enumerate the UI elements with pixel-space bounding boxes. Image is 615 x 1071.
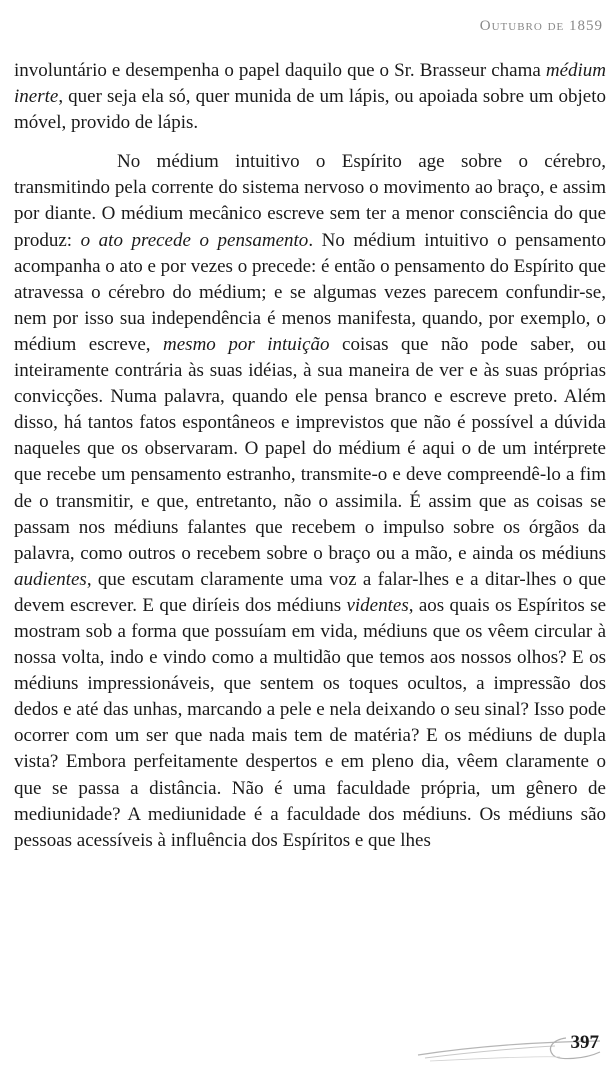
italic-text-run: o ato precede o pensamento <box>80 229 309 251</box>
italic-text-run: médium inerte <box>14 60 606 108</box>
body-text <box>14 58 606 854</box>
italic-text-run: audientes <box>14 568 87 590</box>
paragraph <box>14 149 606 854</box>
page-number: 397 <box>570 1032 599 1053</box>
text-run: involuntário e desempenha o papel daquilo que o Sr. Brasseur chama <box>14 60 546 81</box>
text-run: No médium intuitivo o Espírito age sobre o cérebro, transmitindo pela corrente do sistema nervoso o movimento ao braço, e assim por diante. O médium mecânico escreve sem ter a menor consciência do que produz: <box>14 151 606 251</box>
italic-text-run: videntes <box>346 594 409 616</box>
text-run: . No médium intuitivo o pensamento acompanha o ato e por vezes o precede: é então o pensamento do Espírito que atravessa o cérebro do médium; e se algumas vezes parecem confundir-se, nem por isso sua independência é menos manifesta, quando, por exemplo, o médium escreve, <box>14 229 606 355</box>
text-run: , aos quais os Espíritos se mostram sob a forma que possuíam em vida, médiuns que os vêem circular à nossa volta, indo e vindo como a multidão que temos aos nossos olhos? E os médiuns impressionáveis, que sentem os toques ocultos, a impressão dos dedos e até das unhas, marcando a pele e nela deixando o seu sinal? Isso pode ocorrer com um ser que nada mais tem de matéria? E os médiuns de dupla vista? Embora perfeitamente despertos e em pleno dia, vêem claramente o que se passa a distância. Não é uma faculdade própria, um gênero de mediunidade? A mediunidade é a faculdade dos médiuns. Os médiuns são pessoas acessíveis à influência dos Espíritos e que lhes <box>14 594 606 851</box>
running-header: Outubro de 1859 <box>479 18 603 34</box>
text-run: coisas que não pode saber, ou inteiramente contrária às suas idéias, à sua maneira de ver e às suas próprias convicções. Numa palavra, quando ele pensa branco e escreve preto. Além disso, há tantos fatos espontâneos e imprevistos que não é possível a dúvida naqueles que os observaram. O papel do médium é aqui o de um intérprete que recebe um pensamento estranho, transmite-o e deve compreendê-lo a fim de o transmitir, e que, entretanto, não o assimila. É assim que as coisas se passam nos médiuns falantes que recebem o impulso sobre os órgãos da palavra, como outros o recebem sobre o braço ou a mão, e ainda os médiuns <box>14 333 606 564</box>
text-run: , quer seja ela só, quer munida de um lápis, ou apoiada sobre um objeto móvel, provido de lápis. <box>14 86 606 134</box>
paragraph <box>14 58 606 136</box>
text-run: , que escutam claramente uma voz a falar-lhes e a ditar-lhes o que devem escrever. E que diríeis dos médiuns <box>14 568 606 616</box>
italic-text-run: mesmo por intuição <box>163 333 330 355</box>
footer-swash-ornament <box>0 1028 615 1071</box>
